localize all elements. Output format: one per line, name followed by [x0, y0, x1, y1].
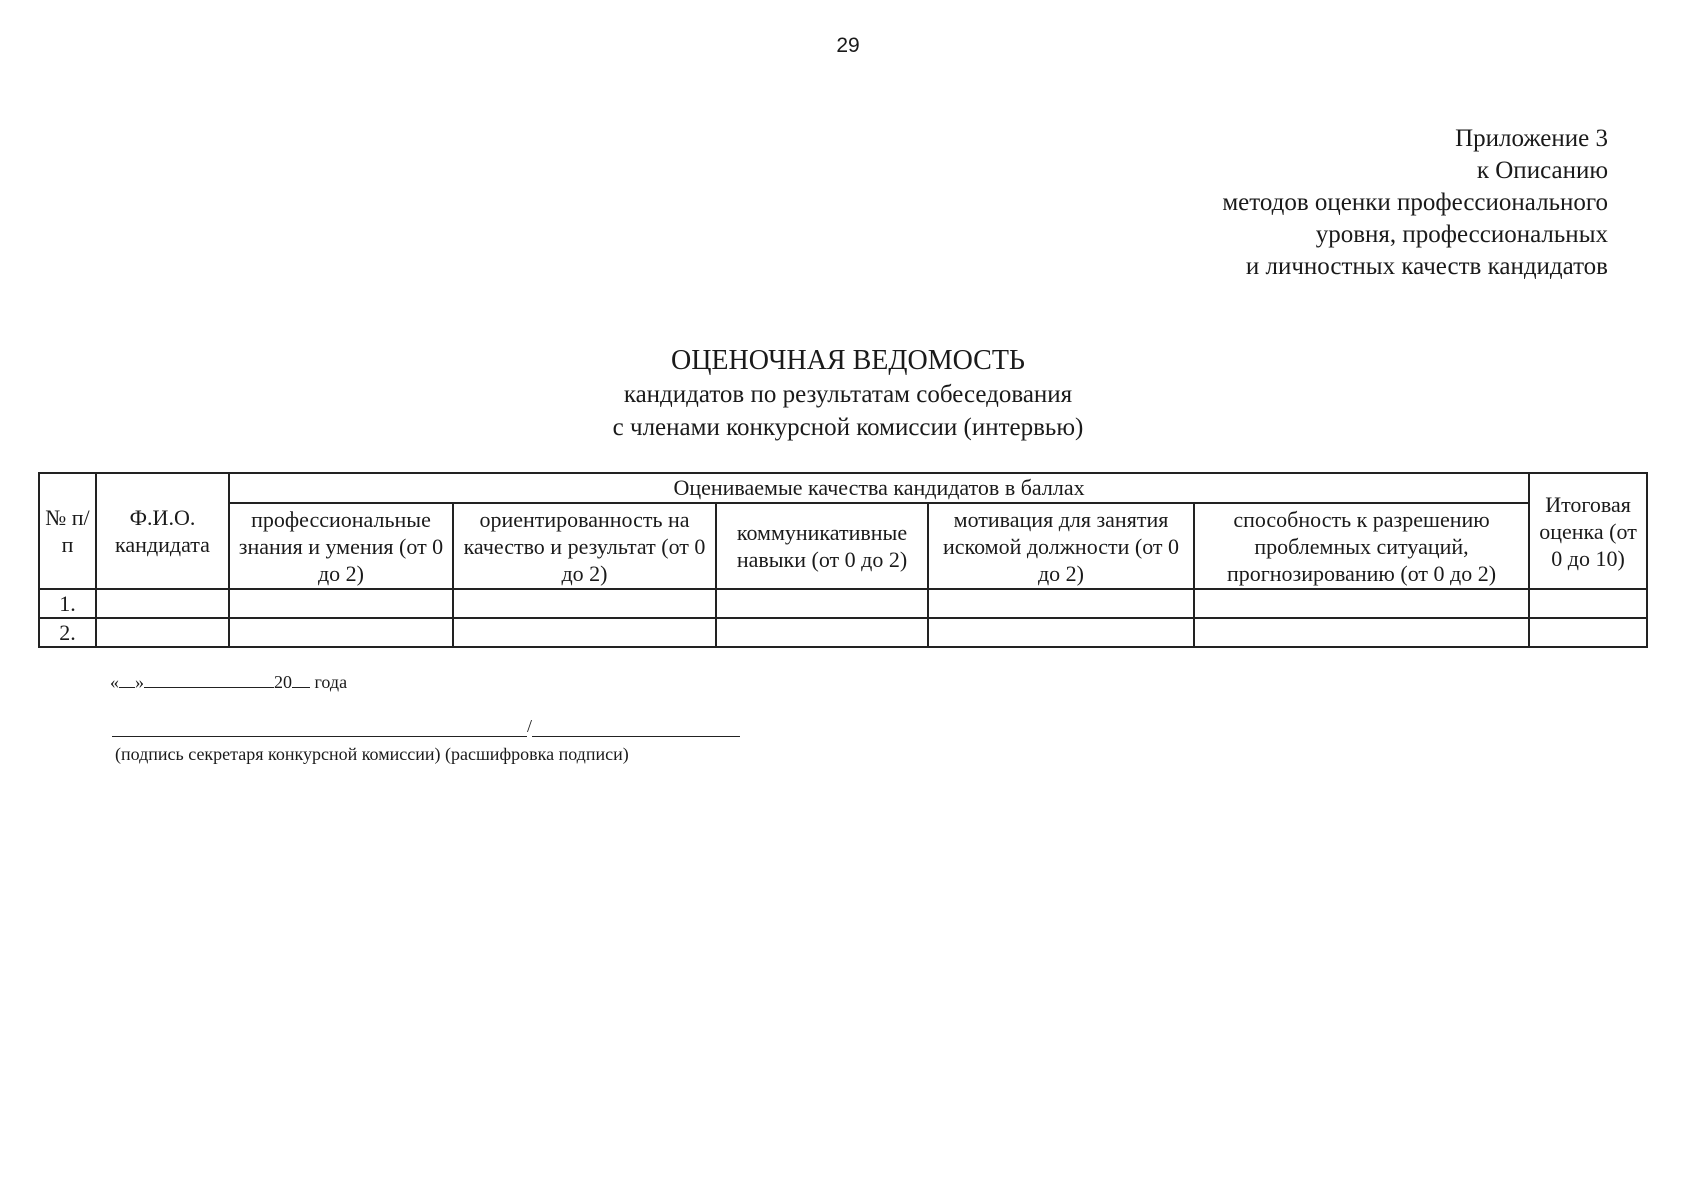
document-subtitle: кандидатов по результатам собеседования — [623, 381, 1073, 408]
header-criterion: ориентированность на качество и результат (от 0 до 2) — [453, 503, 716, 589]
appendix-line: методов оценки профессионального — [1222, 189, 1608, 216]
document-subtitle: с членами конкурсной комиссии (интервью) — [612, 414, 1084, 441]
year-prefix: 20 — [274, 672, 292, 692]
cell-score — [716, 618, 928, 647]
signature-slash: / — [527, 716, 533, 736]
year-suffix: года — [314, 672, 348, 692]
header-criterion: профессиональные знания и умения (от 0 до 2) — [229, 503, 453, 589]
cell-score — [928, 618, 1194, 647]
appendix-line: уровня, профессиональных — [1315, 221, 1608, 248]
cell-score — [1194, 618, 1529, 647]
cell-name — [96, 618, 229, 647]
page-number: 29 — [836, 34, 860, 57]
header-number: № п/п — [39, 473, 96, 589]
cell-name — [96, 589, 229, 618]
cell-score — [229, 618, 453, 647]
signature-caption: (подпись секретаря конкурсной комиссии) (расшифровка подписи) — [115, 744, 629, 764]
header-criterion: мотивация для занятия искомой должности (от 0 до 2) — [928, 503, 1194, 589]
header-criterion: способность к разрешению проблемных ситуаций, прогнозированию (от 0 до 2) — [1194, 503, 1529, 589]
date-open-quote: « — [110, 672, 119, 692]
cell-score — [928, 589, 1194, 618]
cell-total — [1529, 589, 1647, 618]
header-name: Ф.И.О. кандидата — [96, 473, 229, 589]
row-number: 1. — [39, 589, 96, 618]
signature-line — [112, 716, 740, 737]
date-close-quote: » — [135, 672, 144, 692]
month-blank — [144, 687, 274, 688]
cell-score — [453, 589, 716, 618]
appendix-line: Приложение 3 — [1455, 125, 1608, 152]
date-line — [110, 672, 347, 693]
appendix-line: к Описанию — [1476, 157, 1608, 184]
document-title: ОЦЕНОЧНАЯ ВЕДОМОСТЬ — [670, 345, 1026, 376]
cell-total — [1529, 618, 1647, 647]
signature-blank — [112, 716, 527, 737]
header-total: Итоговая оценка (от 0 до 10) — [1529, 473, 1647, 589]
decoding-blank — [532, 716, 740, 737]
table-row — [39, 618, 1647, 647]
appendix-block — [1222, 123, 1608, 283]
appendix-line: и личностных качеств кандидатов — [1245, 253, 1608, 280]
title-block — [0, 344, 1696, 444]
table-row — [39, 589, 1647, 618]
header-group: Оцениваемые качества кандидатов в баллах — [229, 473, 1529, 503]
cell-score — [229, 589, 453, 618]
cell-score — [716, 589, 928, 618]
year-blank — [292, 687, 310, 688]
cell-score — [453, 618, 716, 647]
row-number: 2. — [39, 618, 96, 647]
header-criterion: коммуникативные навыки (от 0 до 2) — [716, 503, 928, 589]
score-table — [38, 472, 1648, 648]
cell-score — [1194, 589, 1529, 618]
day-blank — [119, 687, 135, 688]
